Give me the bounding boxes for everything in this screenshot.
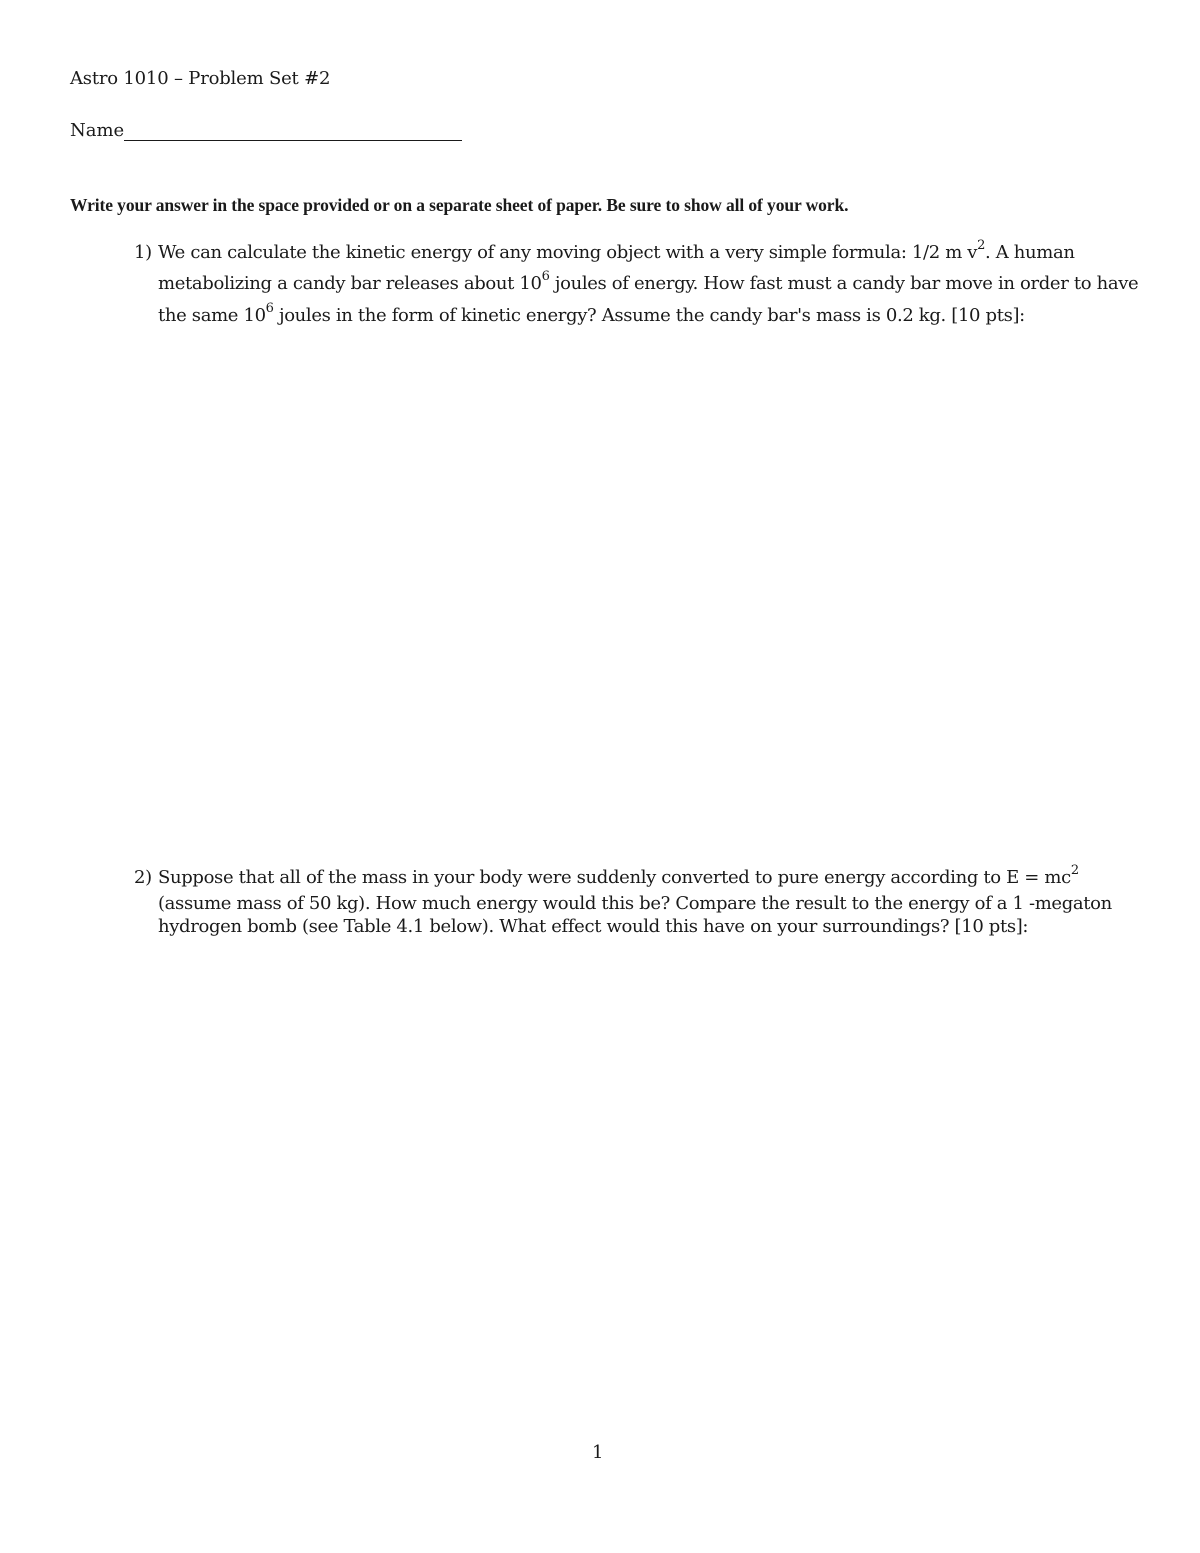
- document-title: Astro 1010 – Problem Set #2: [70, 68, 331, 89]
- question-text: . A human: [985, 242, 1075, 263]
- question-1-line-1: [158, 238, 1075, 263]
- question-2-line-1: [158, 863, 1079, 888]
- question-text: joules in the form of kinetic energy? Assume the candy bar's mass is 0.2 kg. [10 pts]:: [273, 305, 1025, 326]
- name-field-row: [70, 120, 462, 141]
- question-text: We can calculate the kinetic energy of any moving object with a very simple formula: 1/2 m v: [158, 242, 978, 263]
- instructions: Write your answer in the space provided or on a separate sheet of paper. Be sure to show all of your work.: [70, 195, 849, 215]
- answer-space-1[interactable]: [158, 340, 1138, 840]
- question-text: the same 10: [158, 305, 266, 326]
- page-number: 1: [592, 1442, 604, 1463]
- question-text: joules of energy. How fast must a candy bar move in order to have: [549, 273, 1139, 294]
- answer-space-2[interactable]: [158, 950, 1138, 1410]
- question-number: 2): [134, 867, 152, 888]
- name-label: Name: [70, 120, 125, 141]
- question-1-line-2: [158, 269, 1139, 294]
- question-number: 1): [134, 242, 152, 263]
- superscript: 2: [1070, 863, 1079, 878]
- question-text: metabolizing a candy bar releases about 10: [158, 273, 542, 294]
- question-1-line-3: [158, 301, 1025, 326]
- superscript: 6: [541, 269, 550, 284]
- name-blank-line[interactable]: [124, 122, 462, 141]
- question-2-line-2: (assume mass of 50 kg). How much energy would this be? Compare the result to the energy of a 1 -megaton: [158, 893, 1112, 914]
- question-text: Suppose that all of the mass in your body were suddenly converted to pure energy according to E = mc: [158, 867, 1071, 888]
- superscript: 6: [265, 301, 274, 316]
- question-2-line-3: hydrogen bomb (see Table 4.1 below). What effect would this have on your surroundings? [10 pts]:: [158, 916, 1029, 937]
- superscript: 2: [977, 238, 986, 253]
